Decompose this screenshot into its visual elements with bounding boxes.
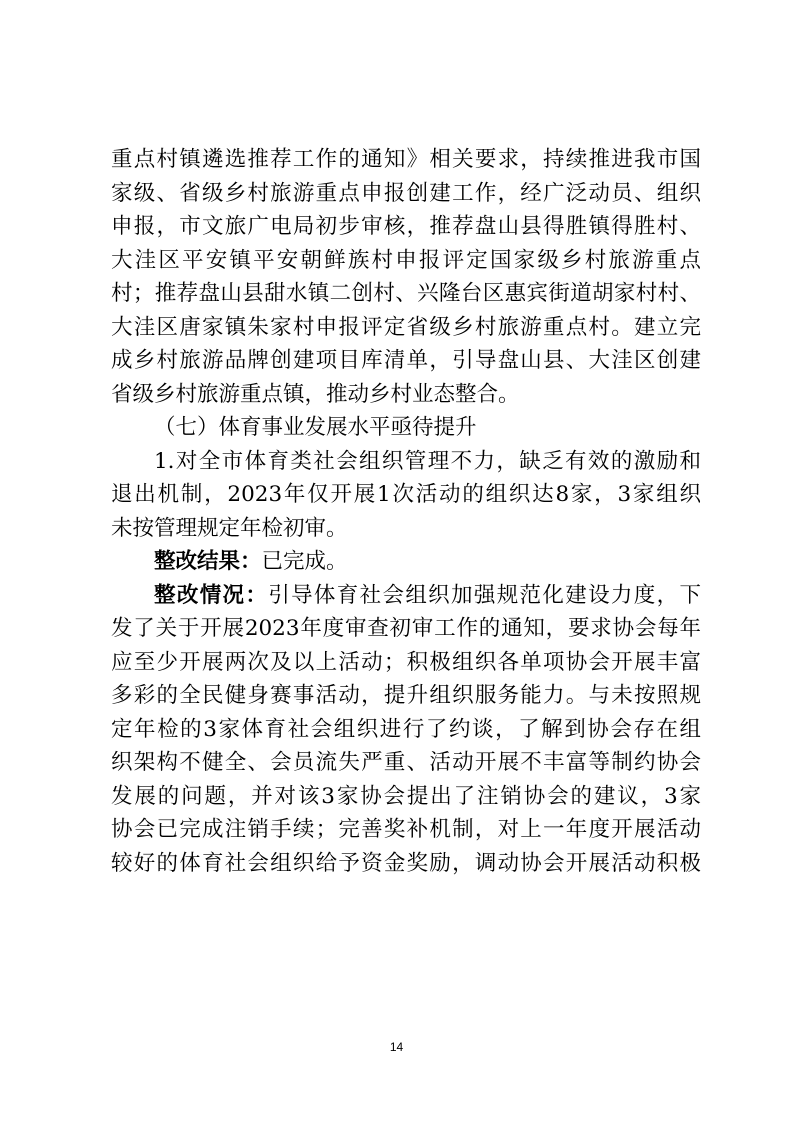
text-line: 未按管理规定年检初审。 bbox=[111, 515, 348, 541]
text-line: 多彩的全民健身赛事活动，提升组织服务能力。与未按照规 bbox=[111, 683, 701, 708]
text-line: 大洼区平安镇平安朝鲜族村申报评定国家级乡村旅游重点 bbox=[111, 247, 701, 273]
text-line: 1.对全市体育类社会组织管理不力，缺乏有效的激励和 bbox=[154, 448, 701, 474]
issue-paragraph bbox=[111, 445, 701, 546]
text-line: 协会已完成注销手续；完善奖补机制，对上一年度开展活动 bbox=[111, 817, 701, 842]
text-line: 省级乡村旅游重点镇，推动乡村业态整合。 bbox=[111, 381, 520, 407]
result-label: 整改结果： bbox=[154, 549, 262, 574]
section-heading: （七）体育事业发展水平亟待提升 bbox=[154, 415, 477, 440]
text-line: 织架构不健全、会员流失严重、活动开展不丰富等制约协会 bbox=[111, 750, 701, 775]
situation-first-text: 引导体育社会组织加强规范化建设力度，下 bbox=[268, 582, 701, 608]
rectification-result bbox=[111, 545, 701, 579]
situation-first-line bbox=[111, 579, 701, 613]
text-line: 村；推荐盘山县甜水镇二创村、兴隆台区惠宾街道胡家村村、 bbox=[111, 281, 701, 306]
text-line: 重点村镇遴选推荐工作的通知》相关要求，持续推进我市国 bbox=[111, 147, 701, 172]
text-line: 家级、省级乡村旅游重点申报创建工作，经广泛动员、组织 bbox=[111, 180, 701, 206]
text-line: 发了关于开展2023年度审查初审工作的通知，要求协会每年 bbox=[111, 616, 701, 641]
text-line: 定年检的3家体育社会组织进行了约谈，了解到协会存在组 bbox=[111, 716, 701, 742]
page-number: 14 bbox=[389, 1040, 404, 1054]
situation-paragraph bbox=[111, 579, 701, 881]
text-line: 成乡村旅游品牌创建项目库清单，引导盘山县、大洼区创建 bbox=[111, 348, 701, 373]
result-value: 已完成。 bbox=[261, 549, 348, 574]
text-line: 大洼区唐家镇朱家村申报评定省级乡村旅游重点村。建立完 bbox=[111, 314, 701, 340]
text-line: 退出机制，2023年仅开展1次活动的组织达8家，3家组织 bbox=[111, 482, 701, 507]
situation-label: 整改情况： bbox=[154, 582, 269, 608]
text-line: 发展的问题，并对该3家协会提出了注销协会的建议，3家 bbox=[111, 783, 701, 809]
text-line: 申报，市文旅广电局初步审核，推荐盘山县得胜镇得胜村、 bbox=[111, 214, 701, 239]
text-line: 应至少开展两次及以上活动；积极组织各单项协会开展丰富 bbox=[111, 649, 701, 675]
paragraph-1 bbox=[111, 143, 701, 411]
text-line: 较好的体育社会组织给予资金奖励，调动协会开展活动积极 bbox=[111, 850, 701, 876]
body-text bbox=[111, 143, 701, 880]
